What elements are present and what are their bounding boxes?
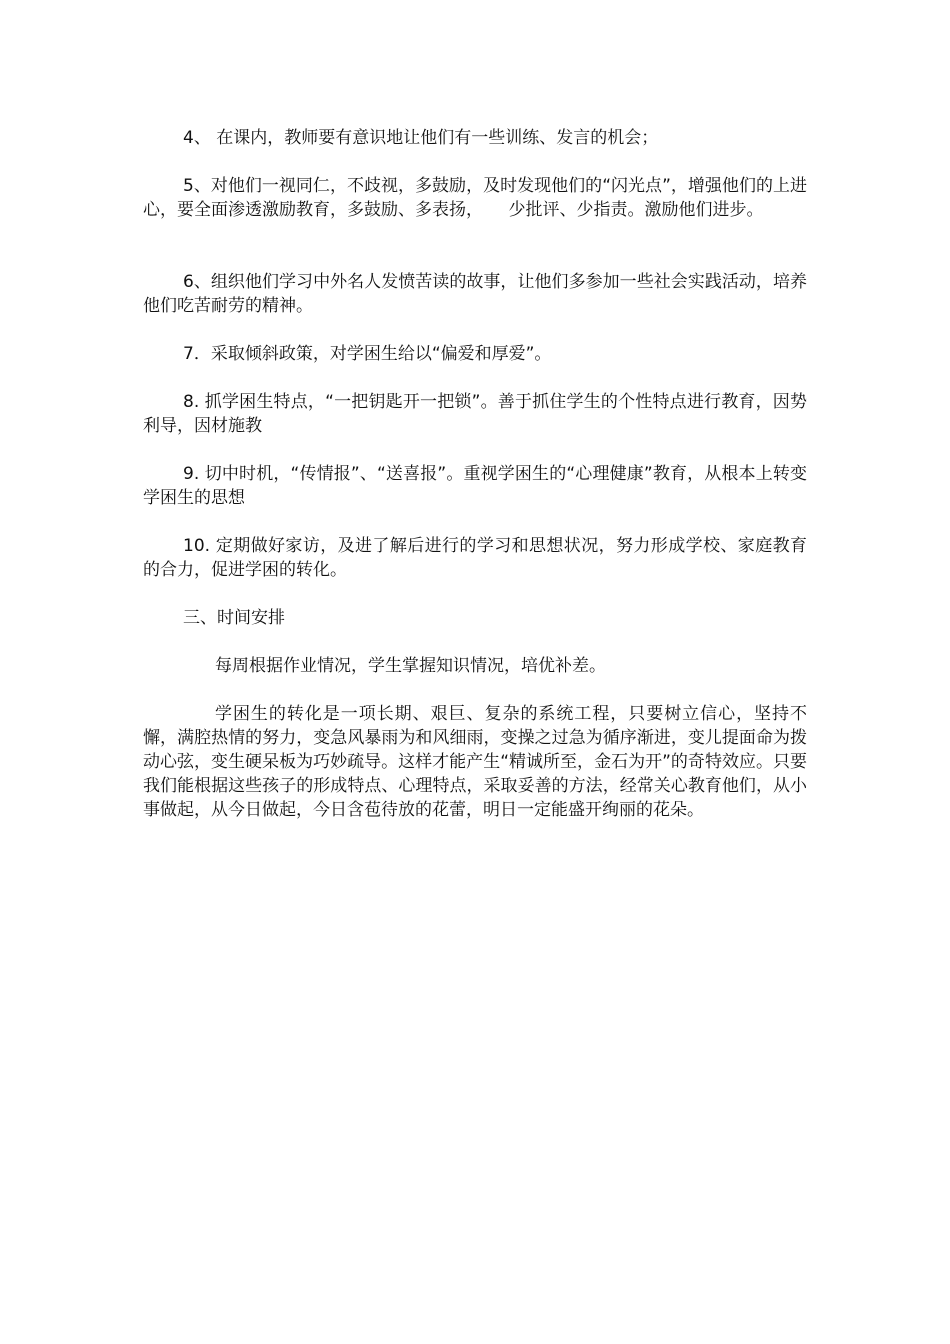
paragraph-item-8: 8. 抓学困生特点，“一把钥匙开一把锁”。善于抓住学生的个性特点进行教育，因势利导，因材施教 bbox=[143, 392, 807, 436]
paragraph-item-6: 6、组织他们学习中外名人发愤苦读的故事，让他们多参加一些社会实践活动，培养他们吃苦耐劳的精神。 bbox=[143, 272, 807, 316]
paragraph-item-9: 9. 切中时机，“传情报”、“送喜报”。重视学困生的“心理健康”教育，从根本上转变学困生的思想 bbox=[143, 464, 807, 508]
paragraph-item-4: 4、 在课内，教师要有意识地让他们有一些训练、发言的机会； bbox=[183, 128, 659, 148]
paragraph-schedule: 每周根据作业情况，学生掌握知识情况，培优补差。 bbox=[215, 656, 606, 676]
paragraph-item-7: 7．采取倾斜政策，对学困生给以“偏爱和厚爱”。 bbox=[183, 344, 552, 364]
paragraph-item-10: 10. 定期做好家访，及进了解后进行的学习和思想状况，努力形成学校、家庭教育的合力，促进学困的转化。 bbox=[143, 536, 807, 580]
paragraph-item-5: 5、对他们一视同仁，不歧视，多鼓励，及时发现他们的“闪光点”，增强他们的上进心，要全面渗透激励教育，多鼓励、多表扬， 少批评、少指责。激励他们进步。 bbox=[143, 176, 807, 220]
section-heading-schedule: 三、时间安排 bbox=[183, 608, 285, 628]
paragraph-conclusion: 学困生的转化是一项长期、艰巨、复杂的系统工程，只要树立信心，坚持不懈，满腔热情的努力，变急风暴雨为和风细雨，变操之过急为循序渐进，变儿提面命为拨动心弦，变生硬呆板为巧妙疏导。这样才能产生“精诚所至，金石为开”的奇特效应。只要我们能根据这些孩子的形成特点、心理特点，采取妥善的方法，经常关心教育他们，从小事做起，从今日做起，今日含苞待放的花蕾，明日一定能盛开绚丽的花朵。 bbox=[143, 704, 807, 820]
